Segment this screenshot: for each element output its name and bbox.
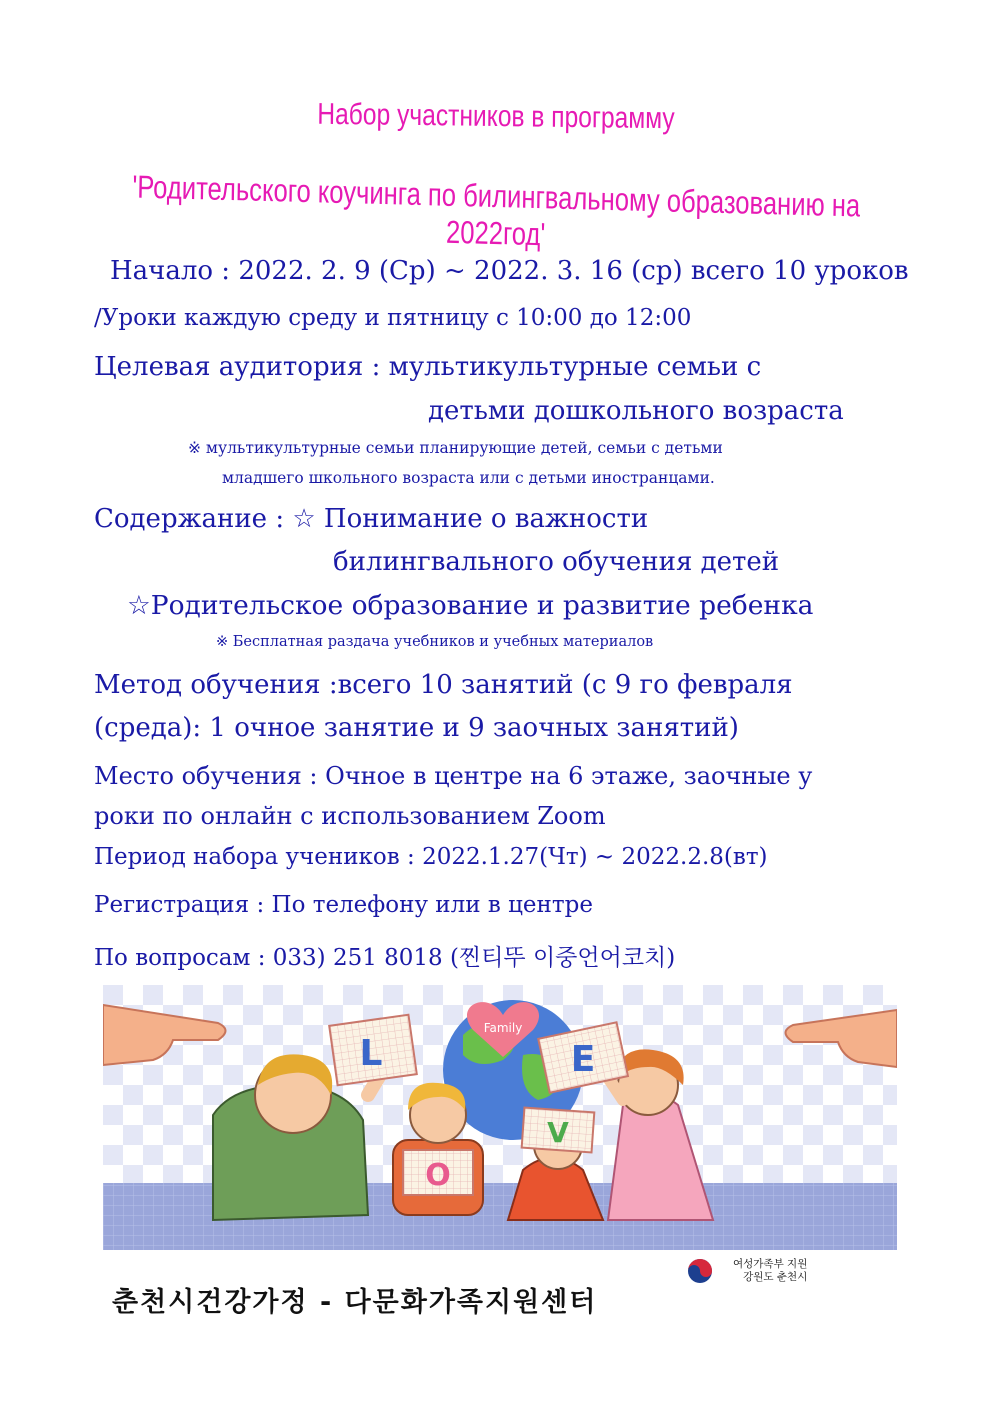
method-line-2: (среда): 1 очное занятие и 9 заочных занятий)	[94, 713, 739, 743]
start-line-2: /Уроки каждую среду и пятницу с 10:00 до 12:00	[94, 305, 692, 331]
footer-center-name: 춘천시건강가정 - 다문화가족지원센터	[112, 1287, 598, 1318]
svg-text:O: O	[425, 1158, 451, 1193]
start-line-1: Начало : 2022. 2. 9 (Ср) ~ 2022. 3. 16 (ср) всего 10 уроков	[110, 256, 909, 286]
period-line: Период набора учеников : 2022.1.27(Чт) ~ 2022.2.8(вт)	[94, 844, 768, 870]
registration-line: Регистрация : По телефону или в центре	[94, 892, 593, 918]
family-love-illustration	[103, 985, 897, 1250]
letter-card-l	[329, 1015, 417, 1086]
place-line-2: роки по онлайн с использованием Zoom	[94, 802, 606, 830]
audience-line-2: детьми дошкольного возраста	[428, 396, 844, 426]
audience-line-1: Целевая аудитория : мультикультурные семьи с	[94, 352, 762, 382]
audience-note-2: младшего школьного возраста или с детьми иностранцами.	[222, 469, 715, 487]
title-line-2: 'Родительского коучинга по билингвальному образованию на 2022год'	[132, 168, 861, 253]
svg-text:L: L	[359, 1033, 383, 1074]
audience-note-1: ※ мультикультурные семьи планирующие детей, семьи с детьми	[188, 439, 723, 457]
gov-line-2: 강원도 춘천시	[743, 1271, 808, 1283]
content-line-2: билингвального обучения детей	[333, 547, 780, 577]
title-line-1: Набор участников в программу	[317, 97, 675, 136]
heart-text: Family	[483, 1021, 523, 1035]
content-line-1: Содержание : ☆ Понимание о важности	[94, 504, 649, 534]
content-note: ※ Бесплатная раздача учебников и учебных материалов	[216, 634, 654, 650]
content-line-3: ☆Родительское образование и развитие ребенка	[127, 590, 814, 621]
place-line-1: Место обучения : Очное в центре на 6 этаже, заочные у	[94, 762, 813, 790]
gov-line-1: 여성가족부 지원	[733, 1258, 808, 1270]
svg-text:E: E	[570, 1039, 596, 1080]
svg-text:V: V	[547, 1116, 569, 1149]
contact-line: По вопросам : 033) 251 8018 (찐티뚜 이중언어코치)	[94, 945, 676, 971]
method-line-1: Метод обучения :всего 10 занятий (с 9 го февраля	[94, 670, 793, 700]
letter-card-v	[522, 1108, 595, 1153]
letter-card-o	[403, 1150, 473, 1195]
